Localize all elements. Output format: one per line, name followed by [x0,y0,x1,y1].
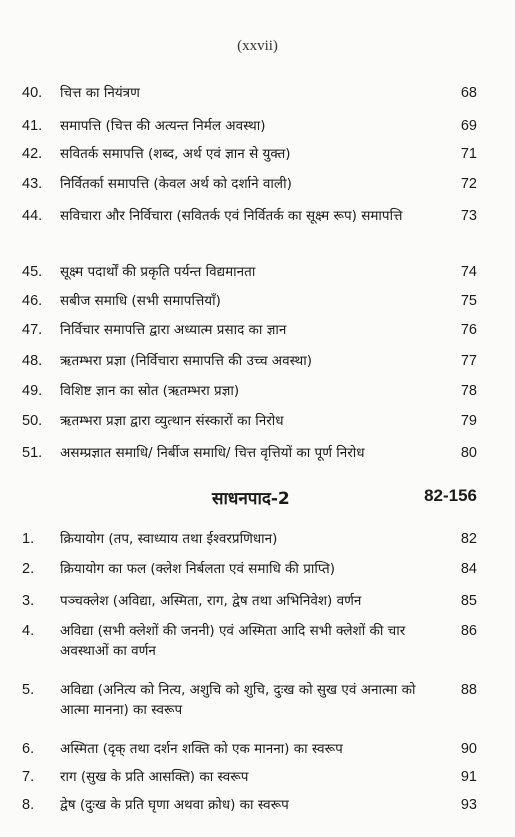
entry-title: अविद्या (सभी क्लेशों की जननी) एवं अस्मिता आदि सभी क्लेशों की चार अवस्थाओं का वर्णन [60,623,406,659]
entry-title: ऋतम्भरा प्रज्ञा (निर्विचारा समापत्ति की उच्च अवस्था) [60,353,312,369]
entry-page: 82 [460,531,477,547]
entry-number: 7. [22,769,35,785]
entry-title: क्रियायोग का फल (क्लेश निर्बलता एवं समाधि की प्राप्ति) [60,561,335,577]
page-number: (xxvii) [237,38,278,54]
entry-page: 93 [460,797,477,813]
entry-page: 75 [460,293,477,309]
entry-number: 42. [22,146,43,162]
entry-number: 48. [22,353,43,369]
entry-title: क्रियायोग (तप, स्वाध्याय तथा ईश्वरप्रणिधान) [60,531,278,547]
entry-number: 6. [22,741,35,757]
entry-page: 86 [460,623,477,639]
entry-title: सविचारा और निर्विचारा (सवितर्क एवं निर्वितर्क का सूक्ष्म रूप) समापत्ति [60,208,403,224]
entry-number: 5. [22,682,35,698]
entry-page: 76 [460,322,477,338]
entry-page: 68 [460,85,477,101]
entry-page: 78 [460,383,477,399]
entry-number: 4. [22,623,35,639]
entry-page: 84 [460,561,477,577]
entry-title: समापत्ति (चित्त की अत्यन्त निर्मल अवस्था) [60,118,266,134]
entry-title: सवितर्क समापत्ति (शब्द, अर्थ एवं ज्ञान से युक्त) [60,146,291,162]
entry-page: 91 [460,769,477,785]
entry-number: 1. [22,531,35,547]
entry-number: 2. [22,561,35,577]
section-heading [0,486,515,514]
entry-title: ऋतम्भरा प्रज्ञा द्वारा व्युत्थान संस्कारों का निरोध [60,413,284,429]
entry-title: अविद्या (अनित्य को नित्य, अशुचि को शुचि, दुःख को सुख एवं अनात्मा को आत्मा मानना) का स्वरूप [60,682,416,718]
entry-number: 45. [22,264,43,280]
entry-title: निर्वितर्का समापत्ति (केवल अर्थ को दर्शाने वाली) [60,176,292,192]
entry-page: 77 [460,353,477,369]
section-page-range: 82-156 [424,486,477,505]
entry-number: 50. [22,413,43,429]
entry-number: 41. [22,118,43,134]
entry-number: 43. [22,176,43,192]
entry-page: 80 [460,445,477,461]
entry-number: 47. [22,322,43,338]
entry-number: 51. [22,445,43,461]
entry-title: विशिष्ट ज्ञान का स्रोत (ऋतम्भरा प्रज्ञा) [60,383,240,399]
section-title: साधनपाद-2 [212,489,290,509]
entry-title: अस्मिता (दृक् तथा दर्शन शक्ति को एक मानना) का स्वरूप [60,741,343,757]
entry-title: सबीज समाधि (सभी समापत्तियाँ) [60,293,221,309]
entry-page: 74 [460,264,477,280]
entry-page: 90 [460,741,477,757]
entry-title: राग (सुख के प्रति आसक्ति) का स्वरूप [60,769,249,785]
entry-title: असम्प्रज्ञात समाधि/ निर्बीज समाधि/ चित्त वृत्तियों का पूर्ण निरोध [60,445,365,461]
entry-number: 44. [22,208,43,224]
entry-title: चित्त का नियंत्रण [60,85,140,101]
entry-number: 8. [22,797,35,813]
entry-number: 49. [22,383,43,399]
entry-title: निर्विचार समापत्ति द्वारा अध्यात्म प्रसाद का ज्ञान [60,322,287,338]
entry-title: पञ्चक्लेश (अविद्या, अस्मिता, राग, द्वेष तथा अभिनिवेश) वर्णन [60,593,362,609]
entry-number: 40. [22,85,43,101]
entry-number: 3. [22,593,35,609]
entry-number: 46. [22,293,43,309]
entry-page: 73 [460,208,477,224]
entry-page: 85 [460,593,477,609]
entry-page: 79 [460,413,477,429]
entry-page: 69 [460,118,477,134]
entry-page: 88 [460,682,477,698]
entry-page: 72 [460,176,477,192]
entry-page: 71 [460,146,477,162]
entry-title: सूक्ष्म पदार्थों की प्रकृति पर्यन्त विद्यमानता [60,264,256,280]
entry-title: द्वेष (दुःख के प्रति घृणा अथवा क्रोध) का स्वरूप [60,797,289,813]
